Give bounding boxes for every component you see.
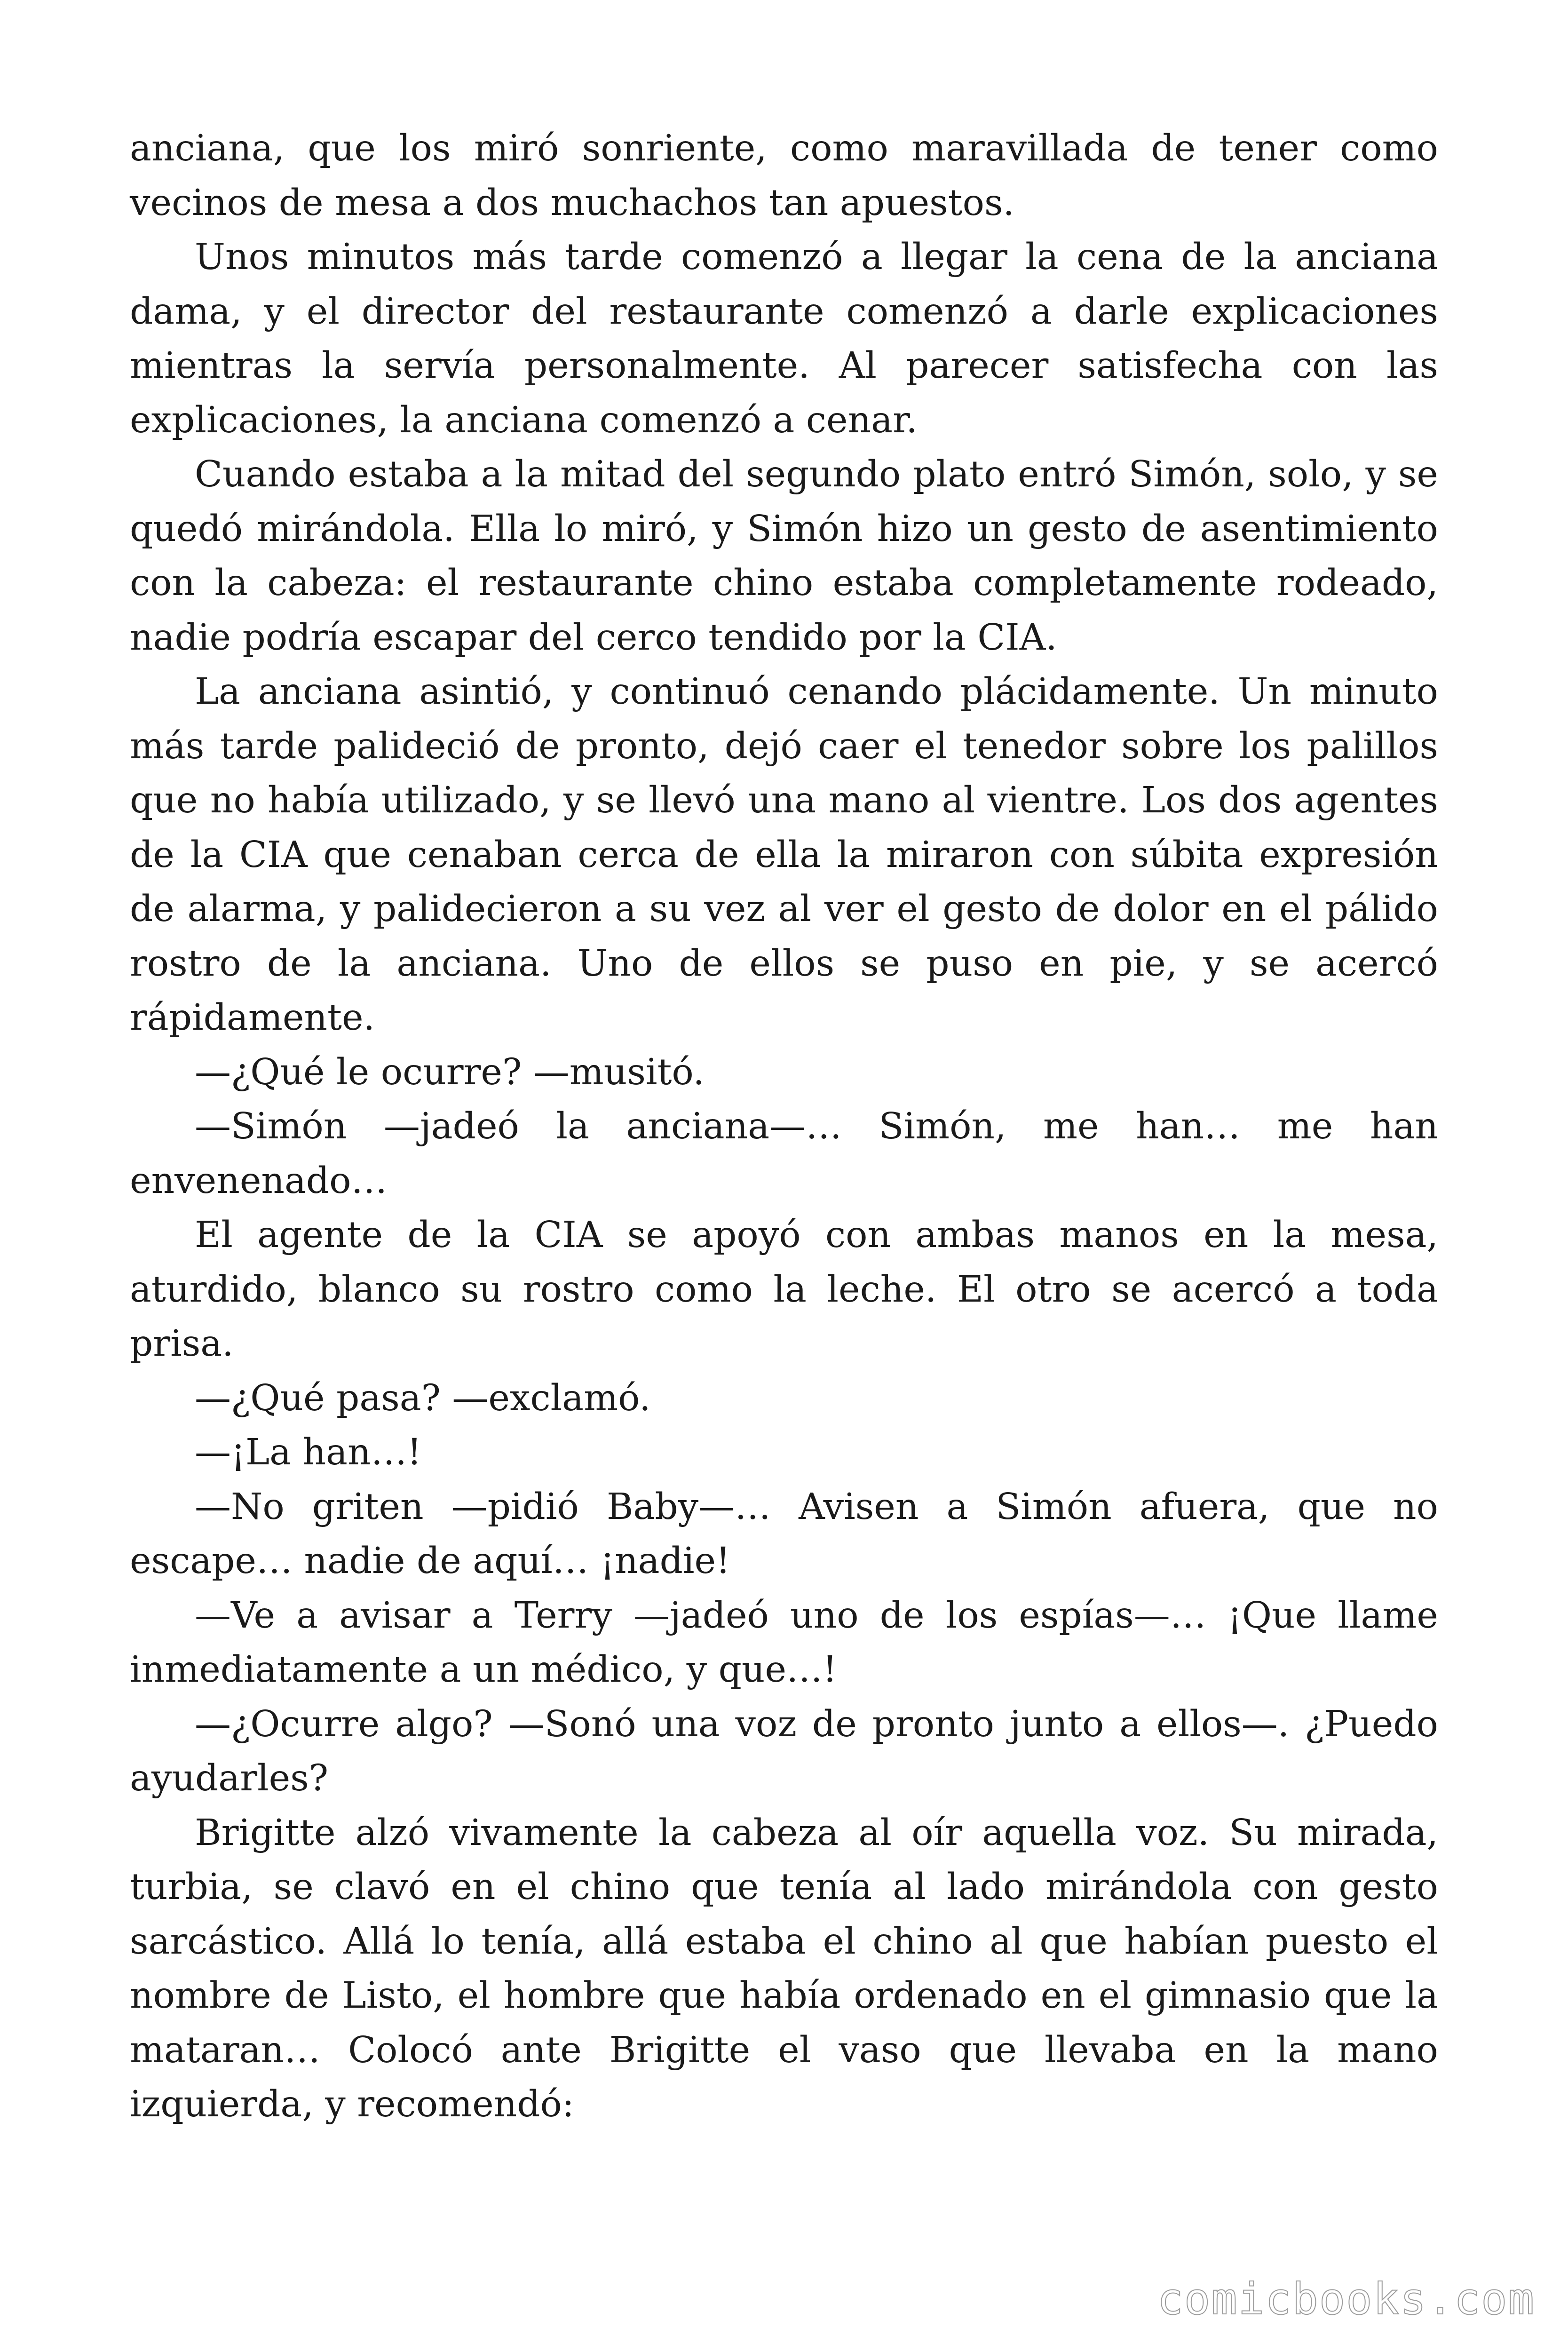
dialogue-line: —¿Qué le ocurre? —musitó. (195, 1051, 705, 1093)
paragraph: Brigitte alzó vivamente la cabeza al oír aquella voz. Su mirada, turbia, se clavó en el chino que tenía al lado mirándola con gesto sarcástico. Allá lo tenía, allá estaba el chino al que habían puesto el nombre de Listo, el hombre que había ordenado en el gimnasio que la mataran… Colocó ante Brigitte el vaso que llevaba en la mano izquierda, y recomendó: (130, 1812, 1438, 2125)
dialogue-line: —Ve a avisar a Terry —jadeó uno de los espías—… ¡Que llame inmediatamente a un médico, y que…! (130, 1594, 1438, 1691)
paragraph: El agente de la CIA se apoyó con ambas manos en la mesa, aturdido, blanco su rostro como la leche. El otro se acercó a toda prisa. (130, 1214, 1438, 1365)
watermark: comicbooks.com (1157, 2274, 1535, 2324)
dialogue-line: —No griten —pidió Baby—… Avisen a Simón afuera, que no escape… nadie de aquí… ¡nadie! (130, 1486, 1438, 1582)
page-body (130, 121, 1438, 2132)
paragraph: anciana, que los miró sonriente, como maravillada de tener como vecinos de mesa a dos muchachos tan apuestos. (130, 127, 1438, 224)
paragraph: Unos minutos más tarde comenzó a llegar la cena de la anciana dama, y el director del restaurante comenzó a darle explicaciones mientras la servía personalmente. Al parecer satisfecha con las explicaciones, la anciana comenzó a cenar. (130, 236, 1438, 441)
dialogue-line: —¿Qué pasa? —exclamó. (195, 1377, 651, 1419)
paragraph: La anciana asintió, y continuó cenando plácidamente. Un minuto más tarde palideció de pronto, dejó caer el tenedor sobre los palillos que no había utilizado, y se llevó una mano al vientre. Los dos agentes de la CIA que cenaban cerca de ella la miraron con súbita expresión de alarma, y palidecieron a su vez al ver el gesto de dolor en el pálido rostro de la anciana. Uno de ellos se puso en pie, y se acercó rápidamente. (130, 671, 1438, 1039)
dialogue-line: —¿Ocurre algo? —Sonó una voz de pronto junto a ellos—. ¿Puedo ayudarles? (130, 1703, 1438, 1799)
dialogue-line: —¡La han…! (195, 1431, 422, 1473)
paragraph: Cuando estaba a la mitad del segundo plato entró Simón, solo, y se quedó mirándola. Ella lo miró, y Simón hizo un gesto de asentimiento con la cabeza: el restaurante chino estaba completamente rodeado, nadie podría escapar del cerco tendido por la CIA. (130, 453, 1438, 659)
dialogue-line: —Simón —jadeó la anciana—… Simón, me han… me han envenenado… (130, 1105, 1438, 1202)
